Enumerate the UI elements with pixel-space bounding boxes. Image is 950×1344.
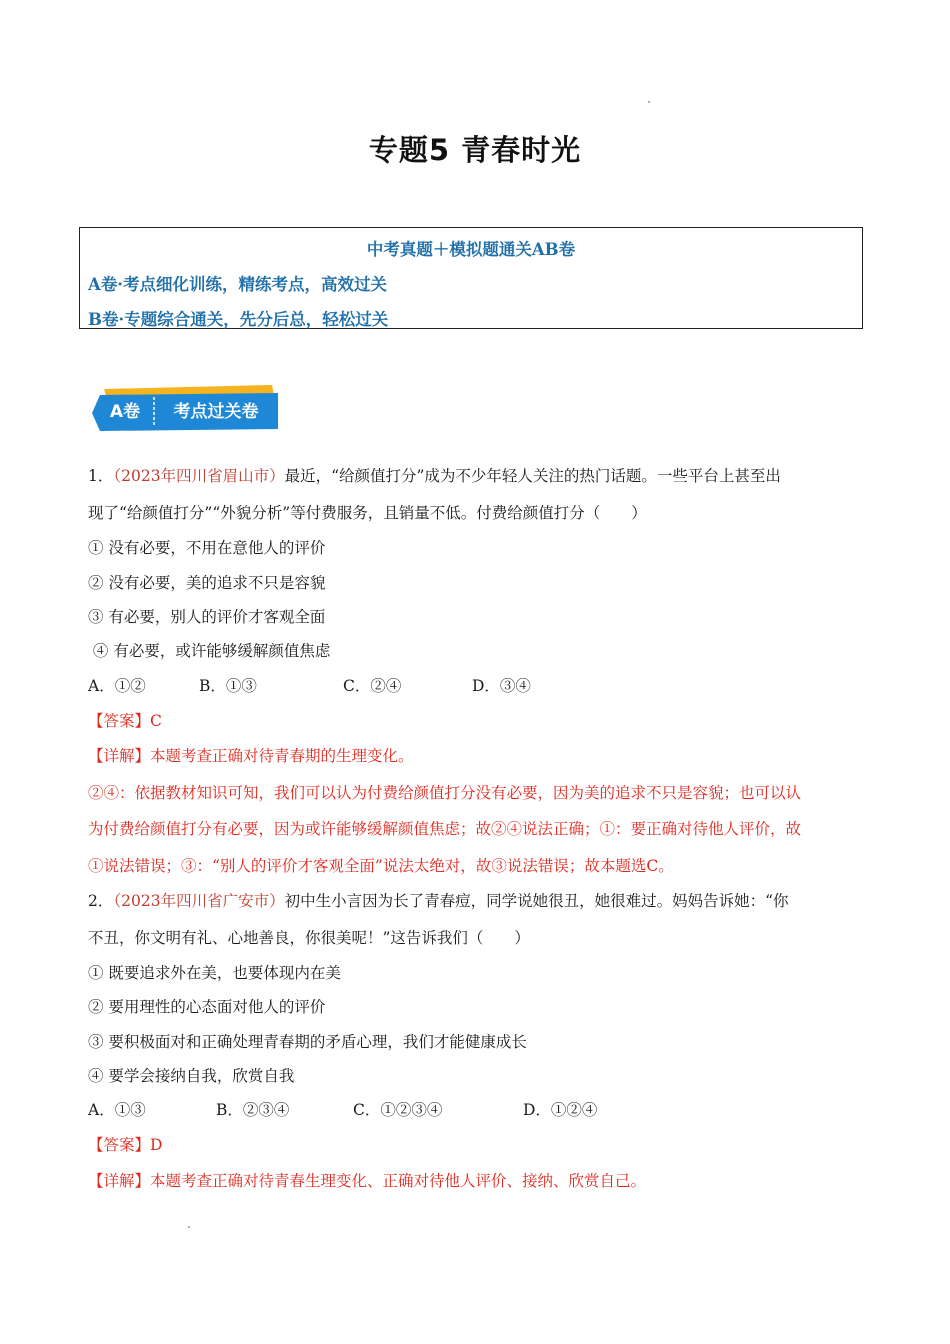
q1-item-2: ② 没有必要，美的追求不只是容貌 [88,574,326,592]
q1-stem-1: 最近，“给颜值打分”成为不少年轻人关注的热门话题。一些平台上甚至出 [284,467,781,485]
q1-item-1: ① 没有必要，不用在意他人的评价 [88,539,326,557]
banner-right-text: 考点过关卷 [173,402,259,422]
q1-number: 1． [88,467,114,485]
q1-option-c: C．②④ [343,677,402,695]
q1-explain-3: ①说法错误；③：“别人的评价才客观全面”说法太绝对，故③说法错误；故本题选C。 [88,857,674,875]
q2-option-a: A．①③ [88,1101,146,1119]
intro-line-a: A卷·考点细化训练，精练考点，高效过关 [88,275,388,294]
q2-option-c: C．①②③④ [353,1101,443,1119]
q1-explain-1: ②④：依据教材知识可知，我们可以认为付费给颜值打分没有必要，因为美的追求不只是容貌；也可以认 [88,784,802,802]
intro-line-b: B卷·专题综合通关，先分后总，轻松过关 [88,310,389,329]
q2-item-2: ② 要用理性的心态面对他人的评价 [88,998,326,1016]
q2-item-4: ④ 要学会接纳自我，欣赏自我 [88,1067,295,1085]
q1-option-a: A．①② [88,677,146,695]
q2-item-3: ③ 要积极面对和正确处理青春期的矛盾心理，我们才能健康成长 [88,1033,527,1051]
speck [188,1226,190,1228]
q1-stem-line1 [88,466,781,486]
q1-detail: 【详解】本题考查正确对待青春期的生理变化。 [88,747,414,765]
q2-options [88,1100,597,1120]
q1-stem-2: 现了“给颜值打分”“外貌分析”等付费服务，且销量不低。付费给颜值打分（ ） [88,504,647,522]
q2-option-b: B．②③④ [216,1101,290,1119]
q1-option-d: D．③④ [472,677,531,695]
q1-item-4: ④ 有必要，或许能够缓解颜值焦虑 [88,642,331,660]
q1-item-3: ③ 有必要，别人的评价才客观全面 [88,608,326,626]
q2-item-1: ① 既要追求外在美，也要体现内在美 [88,964,341,982]
q2-option-d: D．①②④ [523,1101,598,1119]
section-banner [92,383,278,433]
q2-detail: 【详解】本题考查正确对待青春生理变化、正确对待他人评价、接纳、欣赏自己。 [88,1172,647,1190]
speck [648,101,650,103]
q1-answer: 【答案】C [88,712,162,730]
banner-left-text: A卷 [109,402,141,422]
page-title: 专题5 青春时光 [368,133,582,167]
q1-option-b: B．①③ [199,677,257,695]
q2-stem-2: 不丑，你文明有礼、心地善良，你很美呢！”这告诉我们（ ） [88,929,530,947]
q2-stem-line1 [88,891,789,911]
intro-heading: 中考真题＋模拟题通关AB卷 [366,240,576,259]
q1-source: （2023年四川省眉山市） [113,467,285,485]
q2-answer: 【答案】D [88,1136,163,1154]
q2-number: 2． [88,892,114,910]
q1-explain-2: 为付费给颜值打分有必要，因为或许能够缓解颜值焦虑；故②④说法正确；①：要正确对待他人评价，故 [88,820,802,838]
intro-box [79,227,863,329]
q2-stem-1: 初中生小言因为长了青春痘，同学说她很丑，她很难过。妈妈告诉她：“你 [284,892,789,910]
q2-source: （2023年四川省广安市） [113,892,285,910]
q1-options [88,676,531,696]
